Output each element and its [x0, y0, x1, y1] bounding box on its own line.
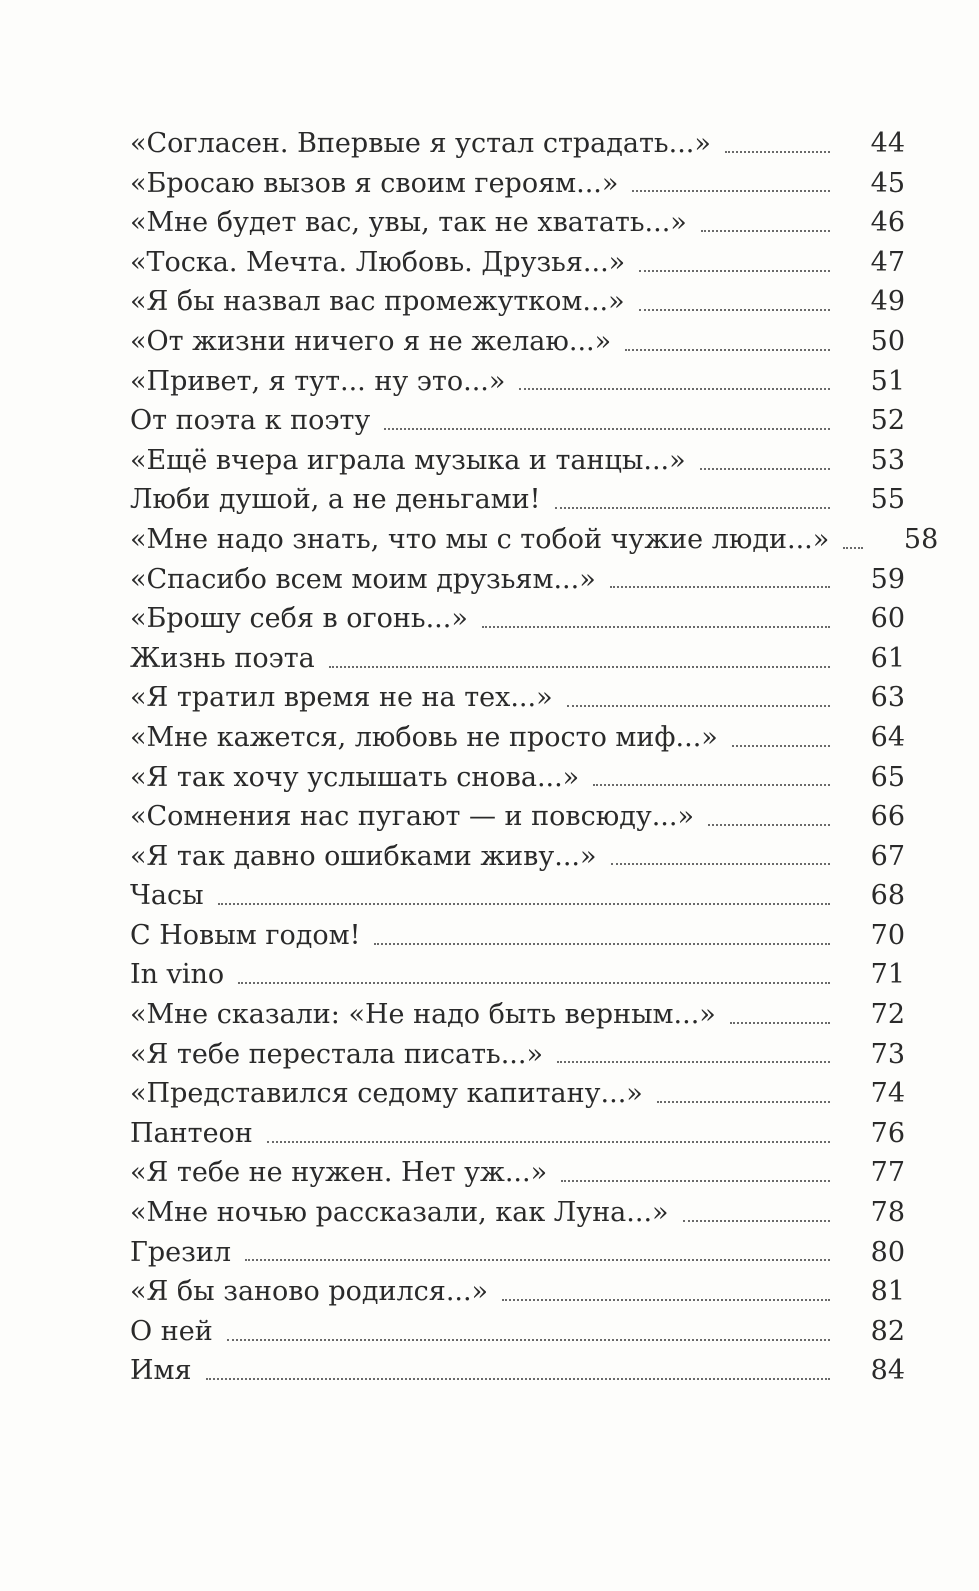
- toc-entry-page-number: 71: [870, 959, 905, 991]
- dot-leader: [206, 1378, 830, 1380]
- toc-entry-title: «Спасибо всем моим друзьям...»: [130, 563, 596, 595]
- toc-entry-page-number: 66: [870, 801, 905, 833]
- dot-leader: [218, 903, 830, 905]
- dot-leader: [227, 1339, 830, 1341]
- toc-entry-title: «Я бы назвал вас промежутком...»: [130, 286, 625, 318]
- toc-entry-page-number: 81: [870, 1276, 905, 1308]
- toc-entry-page-number: 55: [870, 484, 905, 516]
- dot-leader: [238, 982, 830, 984]
- dot-leader: [245, 1259, 830, 1261]
- dot-leader: [632, 190, 830, 192]
- toc-entry: [130, 1233, 905, 1273]
- toc-entry-page-number: 82: [870, 1315, 905, 1347]
- dot-leader: [639, 270, 830, 272]
- toc-entry-page-number: 46: [870, 207, 905, 239]
- dot-leader: [625, 349, 830, 351]
- toc-entry-title: «Согласен. Впервые я устал страдать...»: [130, 128, 711, 159]
- toc-entry: [130, 164, 905, 204]
- dot-leader: [610, 586, 830, 588]
- dot-leader: [561, 1180, 830, 1182]
- toc-entry-title: «Я тебе не нужен. Нет уж...»: [130, 1157, 548, 1189]
- dot-leader: [700, 468, 830, 470]
- toc-entry: [130, 362, 905, 402]
- toc-entry: [130, 758, 905, 798]
- toc-entry-page-number: 65: [870, 761, 905, 793]
- toc-entry-page-number: 64: [870, 721, 905, 753]
- dot-leader: [730, 1022, 830, 1024]
- toc-entry-page-number: 58: [903, 523, 939, 555]
- toc-entry: [130, 995, 905, 1035]
- toc-entry-page-number: 50: [870, 325, 905, 357]
- toc-entry-page-number: 45: [870, 167, 905, 199]
- toc-entry: [130, 599, 905, 639]
- toc-entry-title: «Я так давно ошибками живу...»: [130, 840, 597, 872]
- toc-entry: [130, 1351, 905, 1391]
- toc-entry-page-number: 67: [870, 840, 905, 872]
- toc-entry-title: «Представился седому капитану...»: [130, 1078, 643, 1110]
- toc-entry-page-number: 73: [870, 1038, 905, 1070]
- dot-leader: [567, 705, 830, 707]
- toc-entry: [130, 955, 905, 995]
- toc-entry: [130, 401, 905, 441]
- toc-entry-title: «Брошу себя в огонь...»: [130, 603, 468, 635]
- toc-entry-title: «Мне надо знать, что мы с тобой чужие люди...»: [130, 523, 830, 555]
- dot-leader: [639, 309, 830, 311]
- toc-entry-title: «Бросаю вызов я своим героям...»: [130, 167, 619, 199]
- toc-entry-title: Часы: [130, 880, 204, 912]
- dot-leader: [519, 388, 830, 390]
- toc-entry: [130, 797, 905, 837]
- toc-entry-title: «Мне кажется, любовь не просто миф...»: [130, 721, 718, 753]
- toc-entry: [130, 1272, 905, 1312]
- toc-entry-title: «Я бы заново родился...»: [130, 1276, 489, 1308]
- dot-leader: [593, 784, 830, 786]
- toc-entry: [130, 678, 905, 718]
- toc-entry-title: О ней: [130, 1315, 213, 1347]
- dot-leader: [708, 824, 830, 826]
- toc-entry: [130, 322, 905, 362]
- toc-entry-title: Грезил: [130, 1236, 232, 1268]
- dot-leader: [384, 428, 830, 430]
- toc-entry-title: От поэта к поэту: [130, 405, 371, 437]
- toc-entry: [130, 639, 905, 679]
- toc-entry-title: «Я так хочу услышать снова...»: [130, 761, 580, 793]
- toc-entry-page-number: 59: [870, 563, 905, 595]
- toc-entry-title: «От жизни ничего я не желаю...»: [130, 325, 612, 357]
- toc-entry: [130, 203, 905, 243]
- toc-entry: [130, 1312, 905, 1352]
- toc-entry-page-number: 53: [870, 444, 905, 476]
- dot-leader: [843, 547, 863, 549]
- toc-entry-page-number: 84: [870, 1355, 905, 1387]
- toc-entry-page-number: 49: [870, 286, 905, 318]
- toc-entry: [130, 876, 905, 916]
- toc-entry-title: «Тоска. Мечта. Любовь. Друзья...»: [130, 246, 626, 278]
- toc-entry: [130, 837, 905, 877]
- toc-entry-title: «Привет, я тут... ну это...»: [130, 365, 506, 397]
- toc-entry-title: «Мне будет вас, увы, так не хватать...»: [130, 207, 687, 239]
- toc-entry: [130, 441, 905, 481]
- toc-entry-title: «Мне ночью рассказали, как Луна...»: [130, 1197, 669, 1229]
- toc-entry-title: «Я тебе перестала писать...»: [130, 1038, 543, 1070]
- dot-leader: [725, 151, 830, 153]
- toc-entry: [130, 1114, 905, 1154]
- toc-entry: [130, 1153, 905, 1193]
- toc-entry-page-number: 70: [870, 919, 905, 951]
- toc-entry-page-number: 44: [870, 128, 905, 159]
- dot-leader: [502, 1299, 830, 1301]
- toc-entry-title: Пантеон: [130, 1117, 253, 1149]
- dot-leader: [611, 863, 830, 865]
- toc-entry: [130, 1074, 905, 1114]
- dot-leader: [329, 666, 830, 668]
- toc-entry-title: Имя: [130, 1355, 192, 1387]
- toc-entry: [130, 718, 905, 758]
- toc-entry: [130, 916, 905, 956]
- dot-leader: [732, 745, 830, 747]
- toc-entry-page-number: 63: [870, 682, 905, 714]
- toc-entry-page-number: 61: [870, 642, 905, 674]
- toc-entry-page-number: 47: [870, 246, 905, 278]
- dot-leader: [374, 943, 830, 945]
- dot-leader: [482, 626, 830, 628]
- dot-leader: [555, 507, 830, 509]
- toc-entry: [130, 1193, 905, 1233]
- toc-entry-page-number: 51: [870, 365, 905, 397]
- dot-leader: [683, 1220, 830, 1222]
- toc-entry: [130, 1035, 905, 1075]
- toc-entry-page-number: 68: [870, 880, 905, 912]
- toc-entry-title: «Я тратил время не на тех...»: [130, 682, 553, 714]
- dot-leader: [657, 1101, 830, 1103]
- dot-leader: [701, 230, 830, 232]
- toc-entry-page-number: 74: [870, 1078, 905, 1110]
- toc-entry: [130, 520, 939, 560]
- toc-entry-page-number: 72: [870, 999, 905, 1031]
- toc-entry-page-number: 80: [870, 1236, 905, 1268]
- toc-entry-title: Люби душой, а не деньгами!: [130, 484, 541, 516]
- toc-entry-title: Жизнь поэта: [130, 642, 315, 674]
- toc-entry-page-number: 77: [870, 1157, 905, 1189]
- toc-entry-title: «Мне сказали: «Не надо быть верным...»: [130, 999, 716, 1031]
- toc-entry: [130, 243, 905, 283]
- table-of-contents: [130, 124, 939, 1391]
- toc-entry: [130, 282, 905, 322]
- toc-entry-title: «Сомнения нас пугают — и повсюду...»: [130, 801, 694, 833]
- toc-entry: [130, 124, 905, 164]
- toc-entry: [130, 560, 905, 600]
- toc-entry: [130, 480, 905, 520]
- toc-entry-page-number: 78: [870, 1197, 905, 1229]
- dot-leader: [267, 1141, 830, 1143]
- toc-entry-page-number: 52: [870, 405, 905, 437]
- toc-entry-title: In vino: [130, 959, 225, 991]
- toc-entry-page-number: 76: [870, 1117, 905, 1149]
- dot-leader: [557, 1061, 830, 1063]
- toc-entry-title: «Ещё вчера играла музыка и танцы...»: [130, 444, 686, 476]
- toc-entry-page-number: 60: [870, 603, 905, 635]
- toc-entry-title: С Новым годом!: [130, 919, 361, 951]
